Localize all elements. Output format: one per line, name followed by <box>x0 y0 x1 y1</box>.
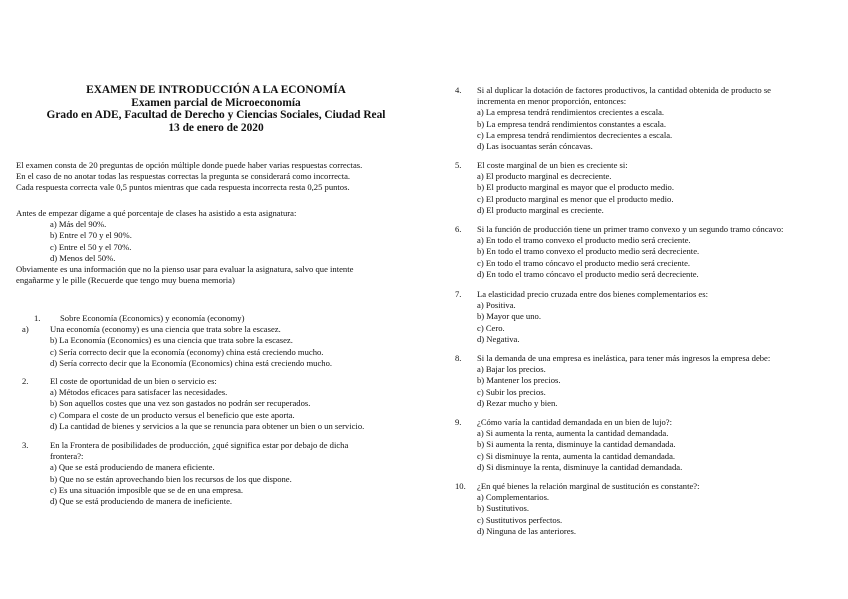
question-number: 1. <box>34 313 41 323</box>
question-option: d) El producto marginal es creciente. <box>477 204 604 215</box>
instruction-line: En el caso de no anotar todas las respuestas correctas la pregunta se considerará como incorrecta. <box>16 171 351 182</box>
question-option: Una economía (economy) es una ciencia que trata sobre la escasez. <box>50 324 281 335</box>
question-option: a) Complementarios. <box>477 492 550 503</box>
question-option: d) Negativa. <box>477 333 520 344</box>
question-5 <box>455 160 835 216</box>
question-number: 9. <box>455 417 462 427</box>
question-option: a) Métodos eficaces para satisfacer las necesidades. <box>50 387 228 398</box>
attendance-option: a) Más del 90%. <box>50 219 107 230</box>
question-1 <box>16 313 416 369</box>
exam-date: 13 de enero de 2020 <box>168 121 264 134</box>
question-text: El coste marginal de un bien es creciente si: <box>477 160 628 170</box>
attendance-note: engañarme y le pille (Recuerde que tengo muy buena memoria) <box>16 275 235 286</box>
question-option: d) Sería correcto decir que la Economía (Economics) china está creciendo mucho. <box>50 357 333 368</box>
question-7 <box>455 289 835 345</box>
question-text: La elasticidad precio cruzada entre dos bienes complementarios es: <box>477 289 708 299</box>
question-option: d) Rezar mucho y bien. <box>477 397 558 408</box>
exam-header <box>16 84 416 134</box>
question-option: c) Cero. <box>477 322 505 333</box>
question-option: c) En todo el tramo cóncavo el producto medio será creciente. <box>477 257 691 268</box>
question-option: a) La empresa tendrá rendimientos crecientes a escala. <box>477 107 665 118</box>
option-label: a) <box>22 324 29 335</box>
question-option: c) Compara el coste de un producto versus el beneficio que este aporta. <box>50 409 295 420</box>
question-text-continued: incrementa en menor proporción, entonces: <box>477 96 627 107</box>
question-text: ¿En qué bienes la relación marginal de sustitución es constante?: <box>477 481 700 491</box>
question-4 <box>455 85 835 152</box>
question-number: 3. <box>22 440 29 450</box>
question-number: 8. <box>455 353 462 363</box>
question-10 <box>455 481 835 537</box>
exam-program: Grado en ADE, Facultad de Derecho y Ciencias Sociales, Ciudad Real <box>46 109 386 122</box>
question-9 <box>455 417 835 473</box>
question-option: c) La empresa tendrá rendimientos decrecientes a escala. <box>477 129 673 140</box>
question-option: c) Es una situación imposible que se de en una empresa. <box>50 484 244 495</box>
question-option: b) Sustitutivos. <box>477 503 530 514</box>
question-text: El coste de oportunidad de un bien o servicio es: <box>50 376 217 386</box>
exam-title: EXAMEN DE INTRODUCCIÓN A LA ECONOMÍA <box>86 84 346 96</box>
question-option: c) Si disminuye la renta, aumenta la cantidad demandada. <box>477 450 676 461</box>
question-option: b) Mantener los precios. <box>477 375 561 386</box>
question-text: ¿Cómo varía la cantidad demandada en un bien de lujo?: <box>477 417 672 427</box>
question-option: a) Que se está produciendo de manera eficiente. <box>50 462 215 473</box>
question-number: 5. <box>455 160 462 170</box>
question-option: b) Que no se están aprovechando bien los recursos de los que dispone. <box>50 473 292 484</box>
question-option: d) En todo el tramo cóncavo el producto medio será decreciente. <box>477 268 699 279</box>
question-option: a) Positiva. <box>477 300 516 311</box>
question-number: 6. <box>455 224 462 234</box>
question-option: d) La cantidad de bienes y servicios a la que se renuncia para obtener un bien o un servicio. <box>50 420 365 431</box>
question-2 <box>16 376 416 432</box>
question-option: a) Bajar los precios. <box>477 364 546 375</box>
question-text: Si la función de producción tiene un primer tramo convexo y un segundo tramo cóncavo: <box>477 224 784 234</box>
attendance-prompt: Antes de empezar dígame a qué porcentaje de clases ha asistido a esta asignatura: <box>16 208 297 218</box>
question-option: d) Si disminuye la renta, disminuye la cantidad demandada. <box>477 461 683 472</box>
question-option: c) Sería correcto decir que la economía (economy) china está creciendo mucho. <box>50 346 324 357</box>
question-option: b) Si aumenta la renta, disminuye la cantidad demandada. <box>477 439 676 450</box>
question-option: a) En todo el tramo convexo el producto medio será creciente. <box>477 235 691 246</box>
attendance-note: Obviamente es una información que no la pienso usar para evaluar la asignatura, salvo que intente <box>16 264 354 275</box>
question-option: c) Subir los precios. <box>477 386 546 397</box>
question-text: En la Frontera de posibilidades de producción, ¿qué significa estar por debajo de dicha <box>50 440 349 450</box>
question-number: 7. <box>455 289 462 299</box>
question-option: d) Las isocuantas serán cóncavas. <box>477 141 593 152</box>
question-option: b) El producto marginal es mayor que el producto medio. <box>477 182 674 193</box>
question-number: 2. <box>22 376 29 386</box>
question-option: b) Son aquellos costes que una vez son gastados no podrán ser recuperados. <box>50 398 311 409</box>
attendance-question <box>16 208 416 286</box>
question-number: 10. <box>455 481 466 491</box>
question-option: d) Que se está produciendo de manera de ineficiente. <box>50 496 233 507</box>
question-text-continued: frontera?: <box>50 451 84 462</box>
question-option: b) La Economía (Economics) es una ciencia que trata sobre la escasez. <box>50 335 293 346</box>
attendance-option: b) Entre el 70 y el 90%. <box>50 230 132 241</box>
instruction-line: Cada respuesta correcta vale 0,5 puntos mientras que cada respuesta incorrecta resta 0,25 puntos. <box>16 182 350 193</box>
question-option: d) Ninguna de las anteriores. <box>477 525 577 536</box>
question-option: b) La empresa tendrá rendimientos constantes a escala. <box>477 118 666 129</box>
question-option: c) El producto marginal es menor que el producto medio. <box>477 193 674 204</box>
question-text: Si la demanda de una empresa es inelástica, para tener más ingresos la empresa debe: <box>477 353 771 363</box>
instruction-line: El examen consta de 20 preguntas de opción múltiple donde puede haber varias respuestas correctas. <box>16 160 363 170</box>
question-3 <box>16 440 416 507</box>
exam-subtitle: Examen parcial de Microeconomía <box>131 96 301 109</box>
instructions <box>16 160 416 194</box>
question-option: c) Sustitutivos perfectos. <box>477 514 563 525</box>
attendance-option: c) Entre el 50 y el 70%. <box>50 241 132 252</box>
attendance-option: d) Menos del 50%. <box>50 252 116 263</box>
question-option: b) En todo el tramo convexo el producto medio será decreciente. <box>477 246 700 257</box>
question-text: Sobre Economía (Economics) y economía (economy) <box>60 313 245 323</box>
question-8 <box>455 353 835 409</box>
question-option: a) El producto marginal es decreciente. <box>477 171 612 182</box>
question-number: 4. <box>455 85 462 95</box>
question-option: b) Mayor que uno. <box>477 311 541 322</box>
question-option: a) Si aumenta la renta, aumenta la cantidad demandada. <box>477 428 669 439</box>
question-text: Si al duplicar la dotación de factores productivos, la cantidad obtenida de producto se <box>477 85 772 95</box>
question-6 <box>455 224 835 280</box>
